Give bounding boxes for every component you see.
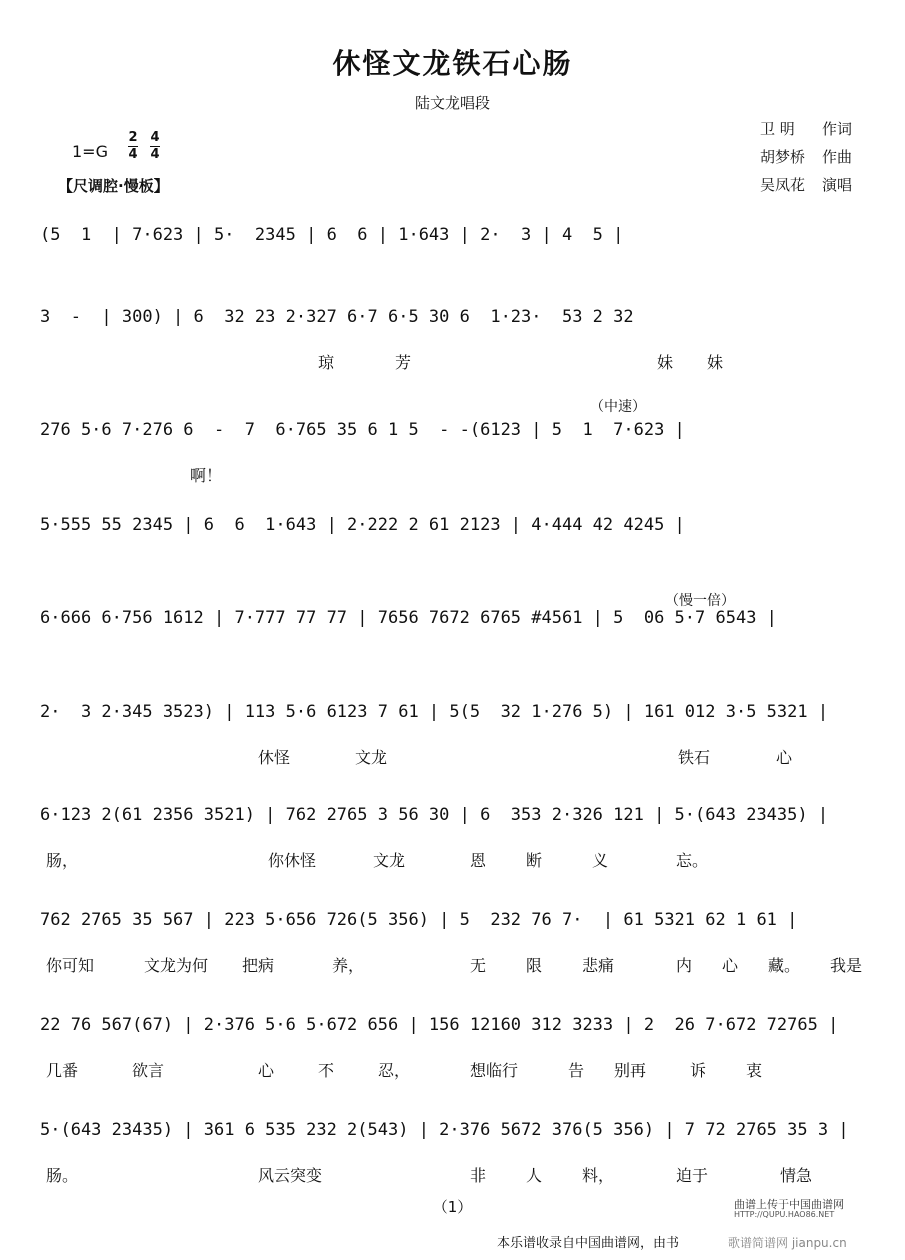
lyric-syllable: 心 bbox=[258, 1061, 275, 1080]
lyric-syllable: 妹 bbox=[707, 353, 724, 372]
time-signature-a: 2 4 bbox=[128, 130, 138, 162]
score-system bbox=[40, 1115, 870, 1195]
credit-composer: 胡梦桥 作曲 bbox=[760, 148, 853, 166]
lyric-syllable: 文龙 bbox=[355, 748, 388, 767]
lyric-syllable: 文龙为何 bbox=[144, 956, 209, 975]
lyric-syllable: 告 bbox=[568, 1061, 585, 1080]
lyric-syllable: 悲痛 bbox=[582, 956, 615, 975]
lyric-syllable: 藏。 bbox=[768, 956, 801, 975]
notation-line: 5·555 55 2345 | 6 6 1·643 | 2·222 2 61 2123 | 4·444 42 4245 | bbox=[40, 515, 685, 535]
lyric-syllable: 几番 bbox=[46, 1061, 79, 1080]
notation-line: 22 76 567(67) | 2·376 5·6 5·672 656 | 156 12160 312 3233 | 2 26 7·672 72765 | bbox=[40, 1015, 839, 1035]
lyric-syllable: 迫于 bbox=[676, 1166, 709, 1185]
score-system bbox=[40, 302, 870, 382]
lyric-syllable: 肠， bbox=[46, 851, 79, 870]
lyric-syllable: 限 bbox=[526, 956, 543, 975]
notation-line: 3 - | 300) | 6 32 23 2·327 6·7 6·5 30 6 1·23· 53 2 32 bbox=[40, 307, 634, 327]
notation-line: 6·123 2(61 2356 3521) | 762 2765 3 56 30 | 6 353 2·326 121 | 5·(643 23435) | bbox=[40, 805, 829, 825]
score-system bbox=[40, 697, 870, 777]
lyric-syllable: 人 bbox=[526, 1166, 543, 1185]
tempo-marking: 【尺调腔·慢板】 bbox=[58, 177, 169, 195]
lyric-syllable: 诉 bbox=[690, 1061, 707, 1080]
score-system bbox=[40, 220, 870, 300]
score-system bbox=[40, 905, 870, 985]
lyric-syllable: 我是 bbox=[830, 956, 863, 975]
credit-lyricist: 卫 明 作词 bbox=[760, 120, 853, 138]
notation-line: (5 1 | 7·623 | 5· 2345 | 6 6 | 1·643 | 2· 3 | 4 5 | bbox=[40, 225, 624, 245]
source-note: 本乐谱收录自中国曲谱网，由书 bbox=[497, 1236, 680, 1251]
lyric-syllable: 不 bbox=[318, 1061, 335, 1080]
watermark-bottom: 歌谱简谱网 jianpu.cn bbox=[728, 1236, 847, 1250]
lyric-syllable: 文龙 bbox=[373, 851, 406, 870]
notation-line: 2· 3 2·345 3523) | 113 5·6 6123 7 61 | 5(5 32 1·276 5) | 161 012 3·5 5321 | bbox=[40, 702, 829, 722]
credit-singer: 吴凤花 演唱 bbox=[760, 176, 853, 194]
lyric-syllable: 休怪 bbox=[258, 748, 291, 767]
time-signature-b: 4 4 bbox=[150, 130, 160, 162]
lyric-syllable: 内 bbox=[676, 956, 693, 975]
lyric-syllable: 养， bbox=[332, 956, 365, 975]
watermark-main: 曲谱上传于中国曲谱网 bbox=[734, 1198, 844, 1211]
score-system bbox=[40, 510, 870, 590]
lyric-syllable: 义 bbox=[592, 851, 609, 870]
lyric-syllable: 肠。 bbox=[46, 1166, 79, 1185]
lyric-syllable: 忍， bbox=[378, 1061, 411, 1080]
lyric-syllable: 情急 bbox=[780, 1166, 813, 1185]
lyric-syllable: 风云突变 bbox=[258, 1166, 323, 1185]
key-signature: 1=G bbox=[72, 142, 108, 161]
lyric-syllable: 琼 bbox=[318, 353, 335, 372]
lyric-syllable: 心 bbox=[776, 748, 793, 767]
lyric-syllable: 料， bbox=[582, 1166, 615, 1185]
score-system bbox=[40, 415, 870, 495]
score-title: 休怪文龙铁石心肠 bbox=[332, 47, 573, 80]
lyric-syllable: 妹 bbox=[657, 353, 674, 372]
lyric-syllable: 把病 bbox=[242, 956, 275, 975]
score-subtitle: 陆文龙唱段 bbox=[414, 94, 490, 112]
lyric-syllable: 你休怪 bbox=[268, 851, 317, 870]
lyric-syllable: 芳 bbox=[395, 353, 412, 372]
lyric-syllable: 想临行 bbox=[470, 1061, 519, 1080]
tempo-mark-medium: （中速） bbox=[590, 399, 646, 415]
lyric-syllable: 欲言 bbox=[132, 1061, 165, 1080]
lyric-syllable: 啊！ bbox=[190, 466, 223, 485]
lyric-syllable: 衷 bbox=[746, 1061, 763, 1080]
lyric-syllable: 心 bbox=[722, 956, 739, 975]
score-system bbox=[40, 603, 870, 683]
page-number: （1） bbox=[432, 1198, 473, 1216]
lyric-syllable: 忘。 bbox=[676, 851, 709, 870]
watermark-url: HTTP://QUPU.HAO86.NET bbox=[734, 1210, 835, 1219]
lyric-syllable: 别再 bbox=[614, 1061, 647, 1080]
notation-line: 5·(643 23435) | 361 6 535 232 2(543) | 2·376 5672 376(5 356) | 7 72 2765 35 3 | bbox=[40, 1120, 849, 1140]
notation-line: 762 2765 35 567 | 223 5·656 726(5 356) | 5 232 76 7· | 61 5321 62 1 61 | bbox=[40, 910, 798, 930]
notation-line: 6·666 6·756 1612 | 7·777 77 77 | 7656 7672 6765 #4561 | 5 06 5·7 6543 | bbox=[40, 608, 777, 628]
tempo-mark-half: （慢一倍） bbox=[665, 593, 735, 609]
score-system bbox=[40, 1010, 870, 1090]
lyric-syllable: 非 bbox=[470, 1166, 487, 1185]
lyric-syllable: 恩 bbox=[470, 851, 487, 870]
score-system bbox=[40, 800, 870, 880]
lyric-syllable: 你可知 bbox=[46, 956, 95, 975]
lyric-syllable: 铁石 bbox=[678, 748, 711, 767]
lyric-syllable: 无 bbox=[470, 956, 487, 975]
notation-line: 276 5·6 7·276 6 - 7 6·765 35 6 1 5 - -(6123 | 5 1 7·623 | bbox=[40, 420, 685, 440]
lyric-syllable: 断 bbox=[526, 851, 543, 870]
